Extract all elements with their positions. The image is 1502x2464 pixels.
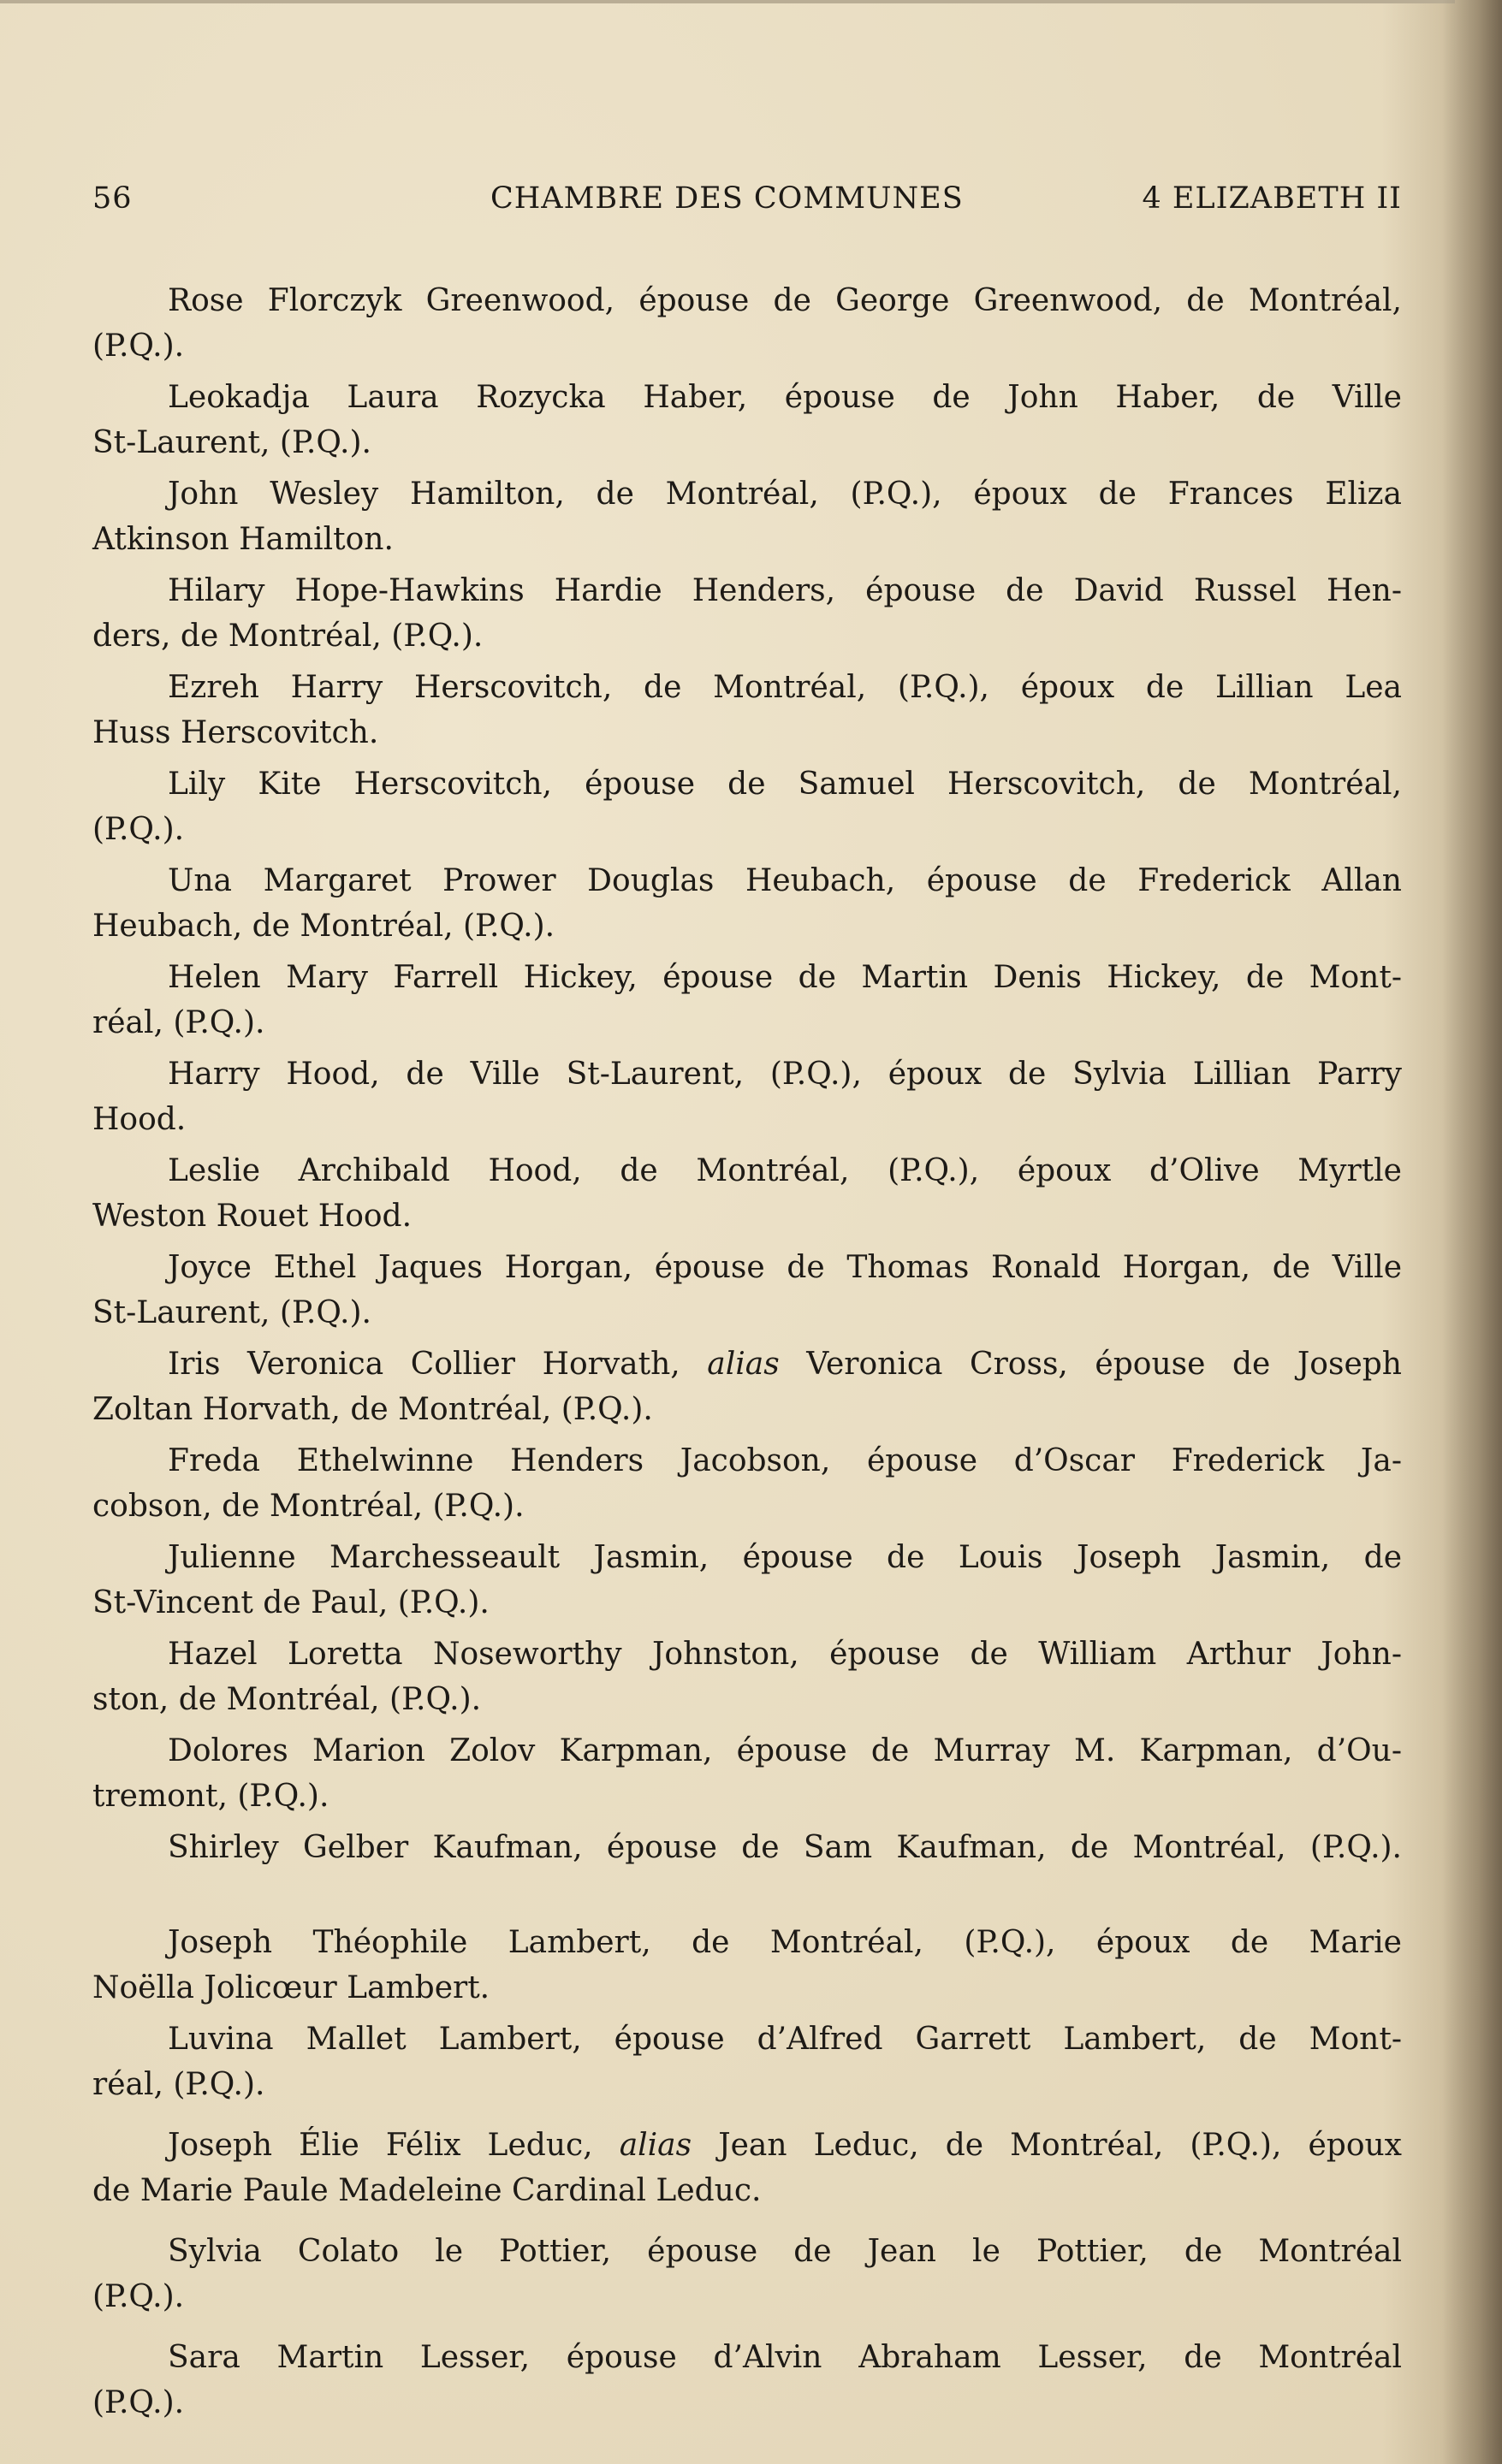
entry-text-before-alias: Iris Veronica Collier Horvath, bbox=[168, 1347, 708, 1382]
entry-line-2: réal, (P.Q.). bbox=[92, 1005, 265, 1040]
entry bbox=[92, 1728, 1402, 1819]
entry-line-1: Julienne Marchesseault Jasmin, épouse de Louis Joseph Jasmin, de bbox=[168, 1540, 1402, 1575]
entry-line-2: Weston Rouet Hood. bbox=[92, 1199, 413, 1234]
entry-line-1: Shirley Gelber Kaufman, épouse de Sam Kaufman, de Montréal, (P.Q.). bbox=[168, 1830, 1402, 1865]
entry-line-2: ders, de Montréal, (P.Q.). bbox=[92, 619, 484, 654]
entry bbox=[92, 858, 1402, 949]
entry-line-1: Lily Kite Herscovitch, épouse de Samuel Herscovitch, de Montréal, bbox=[168, 767, 1402, 802]
entry-line-2: Hood. bbox=[92, 1102, 187, 1137]
book-spine-shadow bbox=[1442, 0, 1502, 2464]
entry-text-after-alias: Veronica Cross, épouse de Joseph bbox=[779, 1347, 1402, 1382]
entry bbox=[92, 761, 1402, 852]
entry-line-2: St-Laurent, (P.Q.). bbox=[92, 1295, 371, 1330]
entry bbox=[92, 1825, 1402, 1870]
entry-line-1: Helen Mary Farrell Hickey, épouse de Martin Denis Hickey, de Mont- bbox=[168, 960, 1402, 995]
entry bbox=[92, 1051, 1402, 1142]
entry bbox=[92, 1920, 1402, 2011]
entry-line-2: Heubach, de Montréal, (P.Q.). bbox=[92, 909, 555, 944]
entry-line-2: (P.Q.). bbox=[92, 2385, 185, 2420]
entry-line-2: (P.Q.). bbox=[92, 812, 185, 847]
entry bbox=[92, 568, 1402, 659]
entry-line-1: Luvina Mallet Lambert, épouse d’Alfred Garrett Lambert, de Mont- bbox=[168, 2022, 1402, 2057]
entry-line-1: Dolores Marion Zolov Karpman, épouse de Murray M. Karpman, d’Ou- bbox=[168, 1733, 1402, 1768]
entry bbox=[92, 2229, 1402, 2319]
entry-line-1: Una Margaret Prower Douglas Heubach, épouse de Frederick Allan bbox=[168, 863, 1402, 898]
entry bbox=[92, 2335, 1402, 2426]
entry-line-1: Rose Florczyk Greenwood, épouse de George Greenwood, de Montréal, bbox=[168, 283, 1402, 318]
entry-line-1: John Wesley Hamilton, de Montréal, (P.Q.), époux de Frances Eliza bbox=[168, 477, 1402, 512]
entry-line-2: (P.Q.). bbox=[92, 329, 185, 364]
entry-text-after-alias: Jean Leduc, de Montréal, (P.Q.), époux bbox=[692, 2128, 1402, 2163]
entry bbox=[92, 375, 1402, 465]
entry-line-1: Joyce Ethel Jaques Horgan, épouse de Thomas Ronald Horgan, de Ville bbox=[168, 1250, 1402, 1285]
entry-line-2: de Marie Paule Madeleine Cardinal Leduc. bbox=[92, 2173, 762, 2208]
entry-line-2: cobson, de Montréal, (P.Q.). bbox=[92, 1489, 525, 1524]
running-title: CHAMBRE DES COMMUNES bbox=[490, 181, 964, 216]
entry-line-2: St-Laurent, (P.Q.). bbox=[92, 425, 371, 460]
entry bbox=[92, 278, 1402, 369]
entry-line-2: tremont, (P.Q.). bbox=[92, 1779, 329, 1814]
entry-line-1: Ezreh Harry Herscovitch, de Montréal, (P.Q.), époux de Lillian Lea bbox=[168, 670, 1402, 705]
entry-line-1 bbox=[168, 1342, 1402, 1387]
entry bbox=[92, 1438, 1402, 1529]
session-label: 4 ELIZABETH II bbox=[1142, 181, 1402, 216]
entry bbox=[92, 471, 1402, 562]
entry-line-2: Huss Herscovitch. bbox=[92, 715, 379, 750]
entry-line-1: Freda Ethelwinne Henders Jacobson, épouse d’Oscar Frederick Ja- bbox=[168, 1443, 1402, 1478]
entry-line-2: (P.Q.). bbox=[92, 2279, 185, 2314]
entry-line-1: Harry Hood, de Ville St-Laurent, (P.Q.), époux de Sylvia Lillian Parry bbox=[168, 1057, 1402, 1092]
entry bbox=[92, 955, 1402, 1045]
page-number: 56 bbox=[92, 181, 133, 216]
entries-list bbox=[92, 278, 1402, 2431]
entry bbox=[92, 665, 1402, 755]
entry-line-1: Sylvia Colato le Pottier, épouse de Jean le Pottier, de Montréal bbox=[168, 2234, 1402, 2269]
entry-line-1: Sara Martin Lesser, épouse d’Alvin Abraham Lesser, de Montréal bbox=[168, 2340, 1402, 2375]
entry-line-2: réal, (P.Q.). bbox=[92, 2067, 265, 2102]
entry bbox=[92, 2123, 1402, 2213]
entry bbox=[92, 1535, 1402, 1626]
entry-line-2: St-Vincent de Paul, (P.Q.). bbox=[92, 1585, 490, 1620]
entry bbox=[92, 1245, 1402, 1336]
entry bbox=[92, 1342, 1402, 1432]
entry-line-2: Atkinson Hamilton. bbox=[92, 522, 394, 557]
entry bbox=[92, 1632, 1402, 1722]
entry-line-1: Hazel Loretta Noseworthy Johnston, épouse de William Arthur John- bbox=[168, 1637, 1402, 1672]
alias-term: alias bbox=[707, 1347, 780, 1382]
top-edge-rule bbox=[0, 0, 1455, 3]
entry-line-1: Leokadja Laura Rozycka Haber, épouse de John Haber, de Ville bbox=[168, 380, 1402, 415]
entry-line-2: ston, de Montréal, (P.Q.). bbox=[92, 1682, 482, 1717]
entry-line-1 bbox=[168, 2123, 1402, 2168]
entry-line-1: Joseph Théophile Lambert, de Montréal, (P.Q.), époux de Marie bbox=[168, 1925, 1402, 1960]
alias-term: alias bbox=[619, 2128, 692, 2163]
entry bbox=[92, 1148, 1402, 1239]
entry bbox=[92, 2017, 1402, 2107]
entry-line-2: Noëlla Jolicœur Lambert. bbox=[92, 1970, 490, 2005]
page-header bbox=[92, 181, 1402, 224]
entry-line-1: Hilary Hope-Hawkins Hardie Henders, épouse de David Russel Hen- bbox=[168, 573, 1402, 608]
entry-line-2: Zoltan Horvath, de Montréal, (P.Q.). bbox=[92, 1392, 653, 1427]
entry-line-1: Leslie Archibald Hood, de Montréal, (P.Q.), époux d’Olive Myrtle bbox=[168, 1153, 1402, 1188]
entry-text-before-alias: Joseph Élie Félix Leduc, bbox=[168, 2128, 620, 2163]
